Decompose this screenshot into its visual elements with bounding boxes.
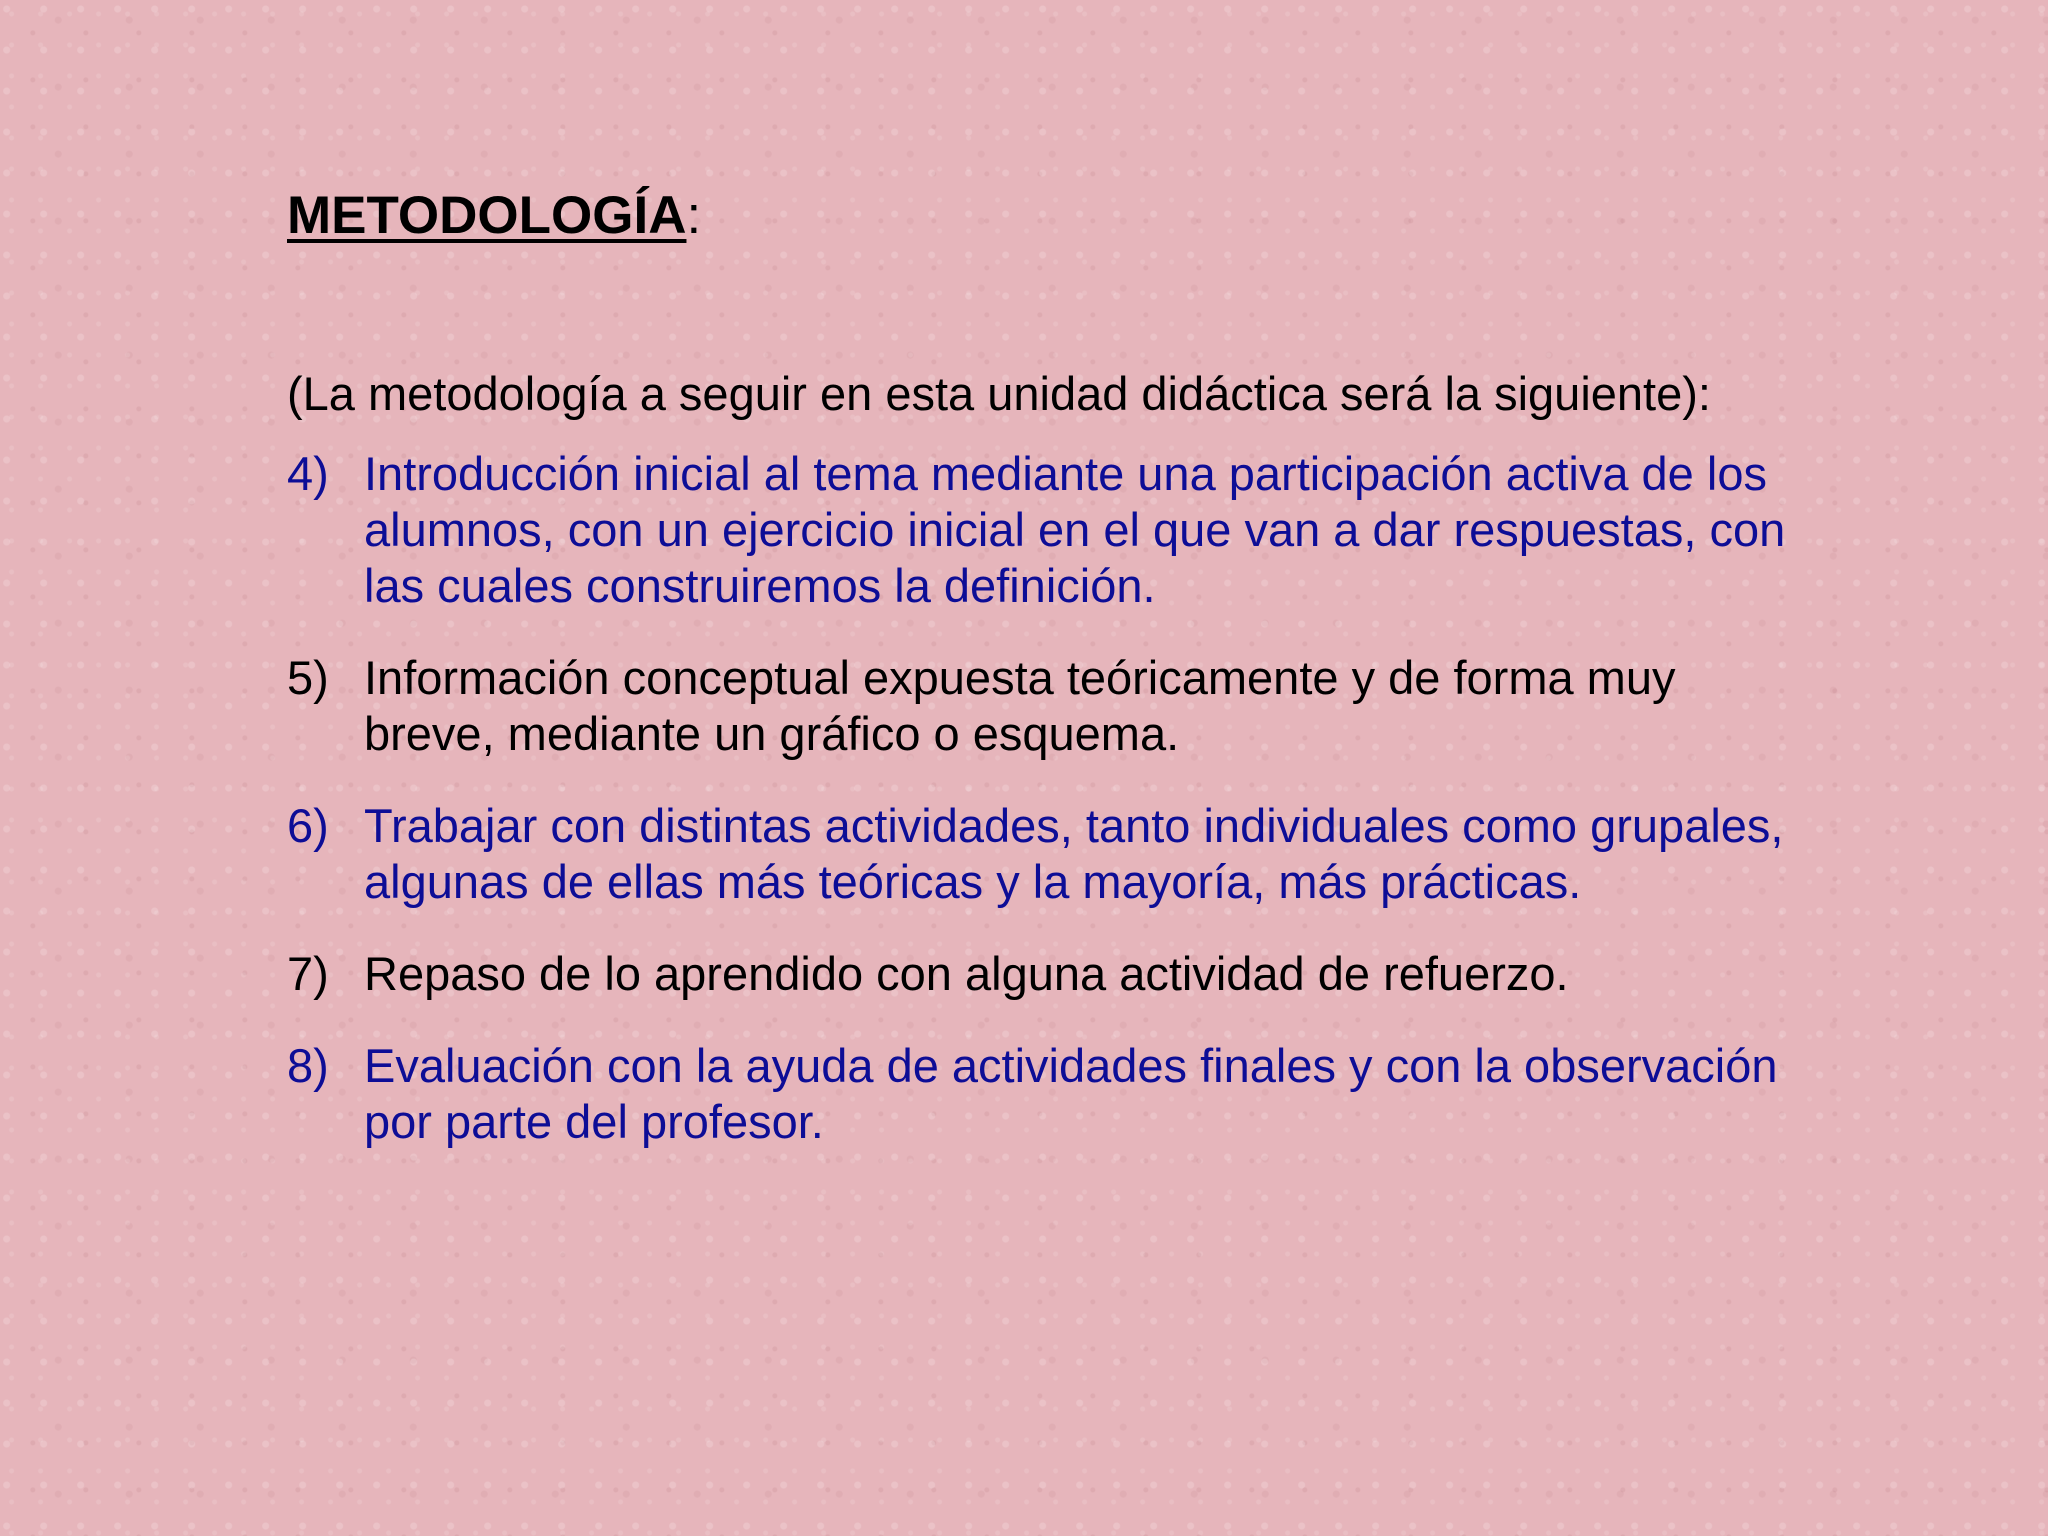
list-number: 6)	[287, 799, 329, 852]
slide-body	[287, 366, 1787, 1186]
list-text: Trabajar con distintas actividades, tanto individuales como grupales, algunas de ellas más teóricas y la mayoría, más prácticas.	[364, 799, 1784, 908]
list-text: Repaso de lo aprendido con alguna actividad de refuerzo.	[364, 947, 1569, 1000]
title-text: METODOLOGÍA	[287, 186, 687, 245]
list-item-7	[287, 946, 1787, 1002]
list-item-4	[287, 446, 1787, 614]
list-number: 8)	[287, 1039, 329, 1092]
list-number: 4)	[287, 447, 329, 500]
intro-text: (La metodología a seguir en esta unidad didáctica será la siguiente):	[287, 367, 1711, 420]
list-item-5	[287, 650, 1787, 762]
list-number: 7)	[287, 947, 329, 1000]
list-text: Evaluación con la ayuda de actividades finales y con la observación por parte del profesor.	[364, 1039, 1778, 1148]
list-text: Introducción inicial al tema mediante una participación activa de los alumnos, con un ejercicio inicial en el que van a dar respuestas, con las cuales construiremos la definición.	[364, 447, 1786, 612]
list-item-6	[287, 798, 1787, 910]
list-item-8	[287, 1038, 1787, 1150]
slide-title	[287, 186, 701, 247]
title-colon: :	[686, 186, 702, 245]
list-text: Información conceptual expuesta teóricamente y de forma muy breve, mediante un gráfico o esquema.	[364, 651, 1676, 760]
list-number: 5)	[287, 651, 329, 704]
